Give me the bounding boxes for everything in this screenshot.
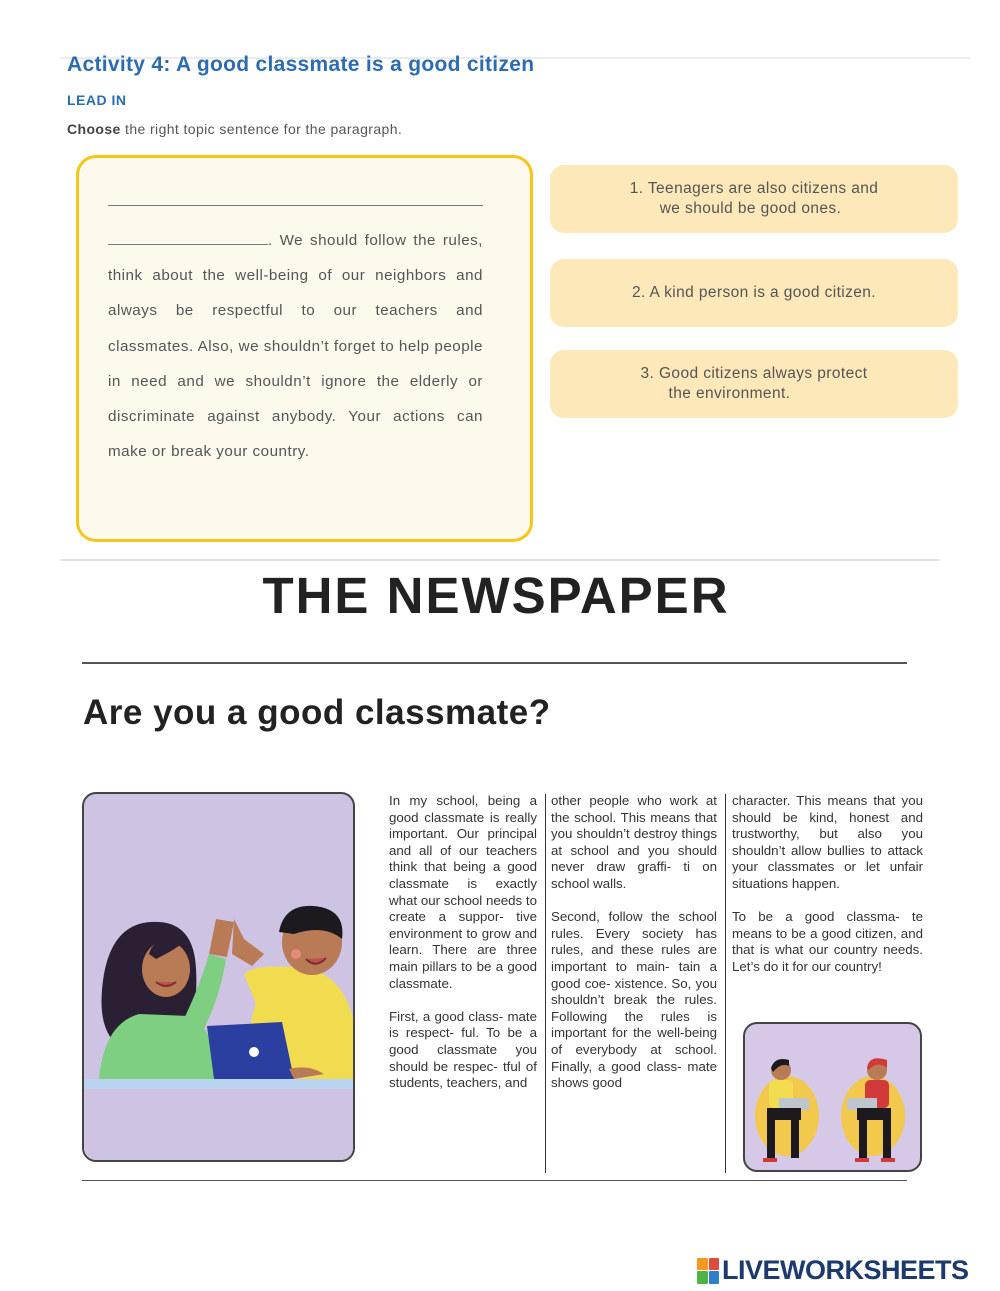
answer-blank-continuation[interactable] — [108, 231, 268, 245]
option-2[interactable] — [550, 259, 958, 327]
paragraph-text — [108, 223, 483, 469]
column-2-paragraph-1: other people who work at the school. This means that you shouldn’t destroy things at school and you should never draw graffi- ti on school walls. — [551, 793, 717, 891]
article-column-2 — [551, 793, 717, 1108]
column-2-paragraph-2: Second, follow the school rules. Every society has rules, and these rules are important to main- tain a good coe- xistence. So, you shouldn’t break the rules. Following the rules is important for the well-being of everybody at school. Finally, a good class- mate shows good — [551, 909, 717, 1091]
column-3-paragraph-2: To be a good classma- te means to be a good citizen, and that is what our country needs. Let’s do it for our country! — [732, 909, 923, 974]
article-column-1 — [389, 793, 537, 1108]
answer-blank-line[interactable] — [108, 205, 483, 206]
option-3-line1: 3. Good citizens always protect — [640, 365, 868, 382]
high-five-illustration — [82, 792, 355, 1162]
column-divider — [725, 794, 726, 1173]
article-column-3 — [732, 793, 923, 992]
column-1-paragraph-1: In my school, being a good classmate is really important. Our principal and all of our teachers think that being a good classmate is exactly what our school needs to create a suppor- tive environment to grow and learn. There are three main pillars to be a good classmate. — [389, 793, 537, 991]
column-3-paragraph-1: character. This means that you should be kind, honest and trustworthy, but also you shouldn’t allow bullies to attack your classmates or let unfair situations happen. — [732, 793, 923, 891]
option-1-line2: we should be good ones. — [659, 200, 842, 217]
high-five-drawing — [84, 794, 355, 1162]
instruction-rest: the right topic sentence for the paragraph. — [120, 121, 403, 137]
students-drawing — [745, 1024, 922, 1172]
liveworksheets-wordmark: LIVEWORKSHEETS — [722, 1255, 969, 1285]
column-divider — [545, 794, 546, 1173]
newspaper-title: THE NEWSPAPER — [262, 567, 730, 624]
option-3[interactable] — [550, 350, 958, 418]
newspaper-bottom-rule — [82, 1180, 907, 1181]
option-3-line2: the environment. — [668, 385, 791, 402]
option-1[interactable] — [550, 165, 958, 233]
liveworksheets-icon — [697, 1258, 719, 1284]
instruction-text — [67, 121, 402, 137]
activity-title: Activity 4: A good classmate is a good citizen — [67, 53, 535, 76]
article-headline: Are you a good classmate? — [83, 693, 551, 732]
option-2-line1: 2. A kind person is a good citizen. — [631, 284, 877, 301]
section-divider — [60, 559, 940, 561]
column-1-paragraph-2: First, a good class- mate is respect- ful. To be a good classmate you should be respec- tful of students, teachers, and — [389, 1008, 537, 1091]
option-1-line1: 1. Teenagers are also citizens and — [629, 180, 879, 197]
newspaper-rule — [82, 662, 907, 664]
lead-in-label: LEAD IN — [67, 92, 127, 108]
instruction-bold: Choose — [67, 121, 121, 137]
paragraph-body: . We should follow the rules, think about the well-being of our neighbors and always be respectful to our teachers and classmates. Also, we shouldn’t forget to help people in need and we shouldn’t ignore the elderly or discriminate against anybody. Your actions can make or break your country. — [108, 232, 483, 461]
liveworksheets-logo[interactable] — [697, 1255, 969, 1286]
students-laptops-illustration — [743, 1022, 922, 1172]
